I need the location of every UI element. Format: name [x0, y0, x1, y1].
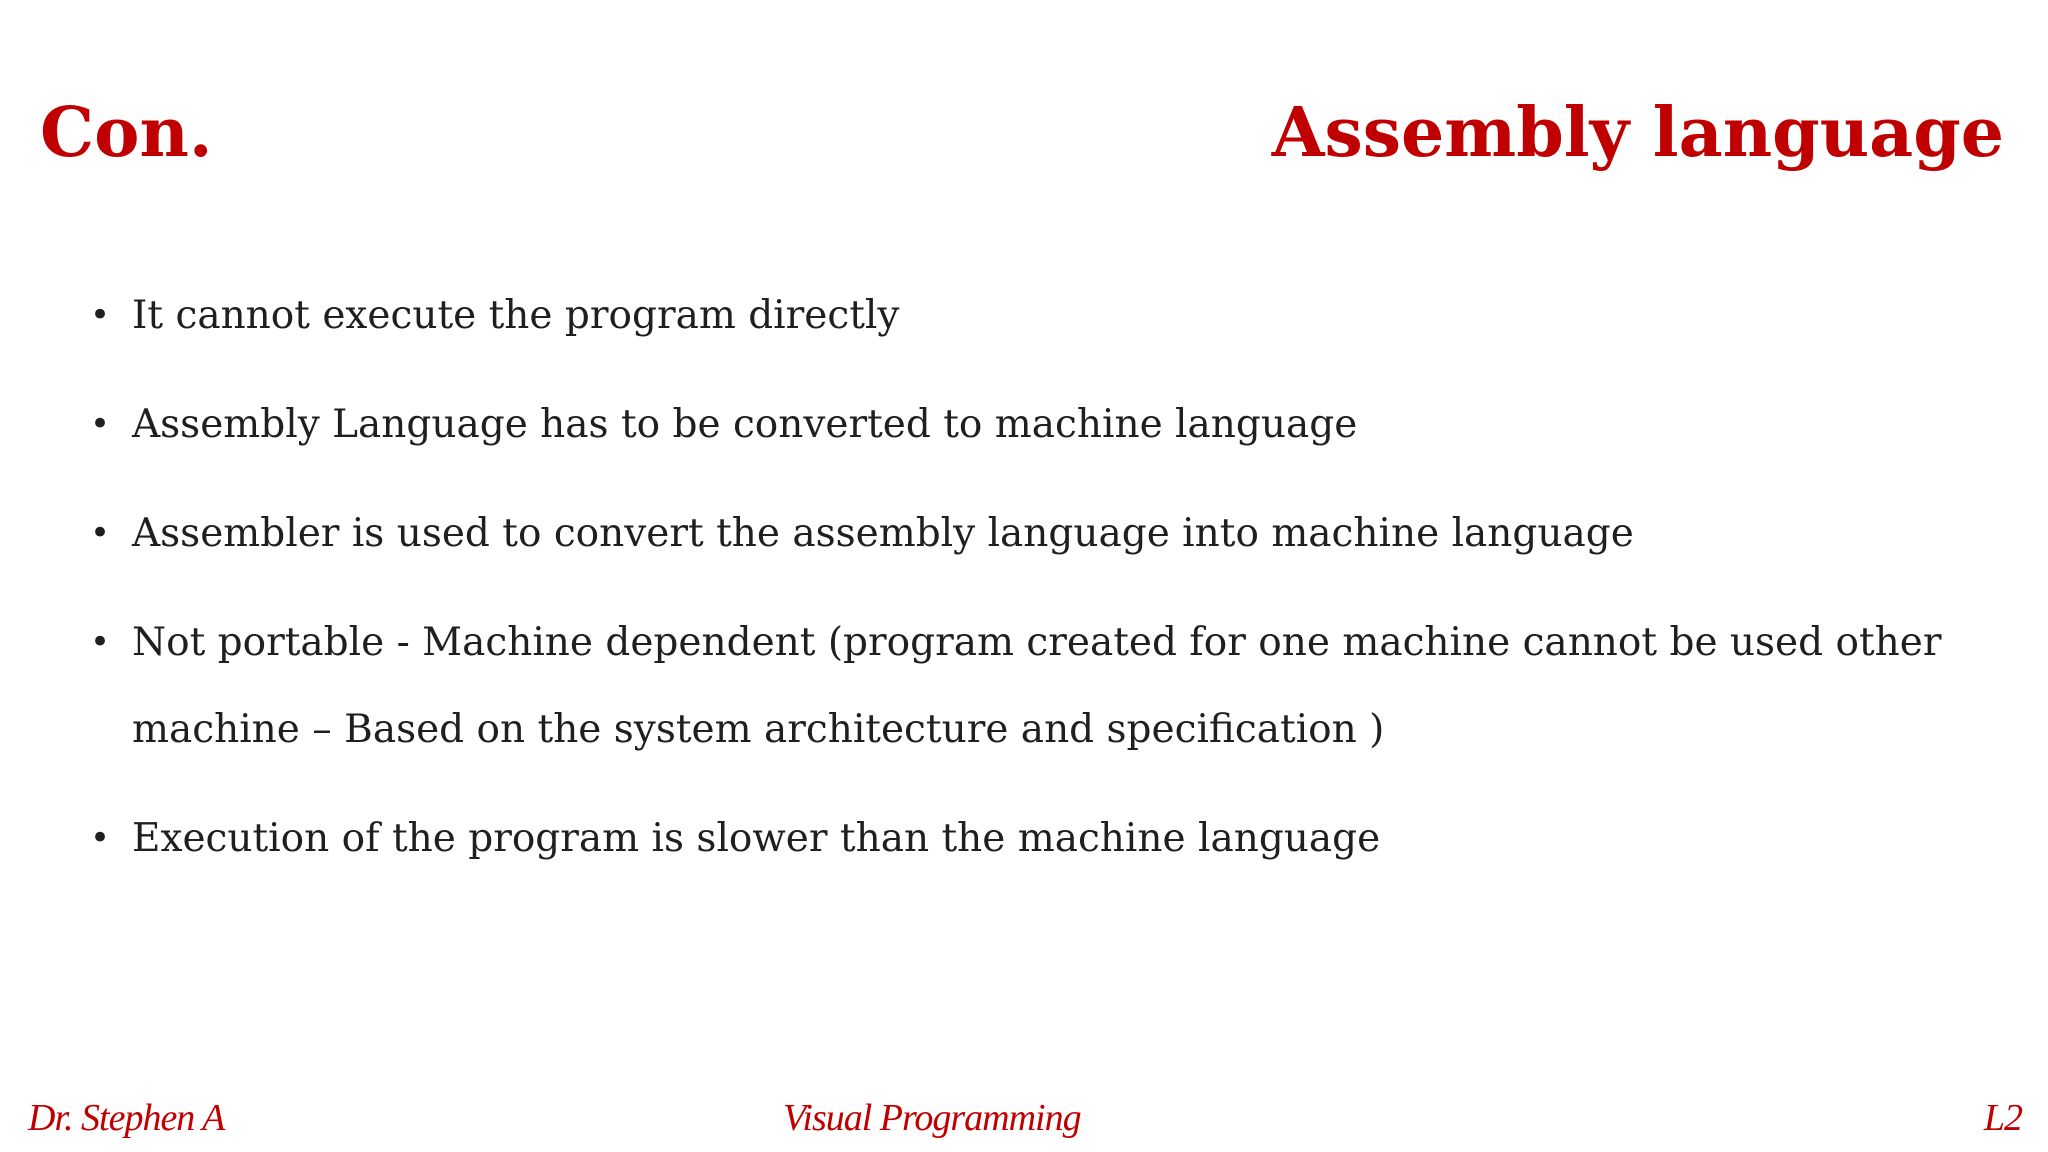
bullet-item	[90, 381, 1990, 468]
bullet-item	[90, 490, 1990, 577]
footer-author: Dr. Stephen A	[28, 1097, 225, 1139]
bullet-icon: •	[90, 622, 111, 662]
bullet-icon: •	[90, 513, 111, 553]
bullet-icon: •	[90, 818, 111, 858]
slide-title-right: Assembly language	[1271, 93, 2004, 173]
bullet-list	[90, 272, 1990, 904]
footer-lecture: L2	[1983, 1097, 2022, 1139]
bullet-item	[90, 599, 1990, 773]
footer-course: Visual Programming	[783, 1097, 1081, 1139]
bullet-text: It cannot execute the program directly	[132, 293, 900, 338]
bullet-text: Assembly Language has to be converted to machine language	[132, 402, 1358, 447]
bullet-text: Not portable - Machine dependent (program created for one machine cannot be used other machine – Based on the system architecture and specification )	[132, 620, 1942, 752]
slide-title-left: Con.	[40, 93, 213, 173]
bullet-icon: •	[90, 404, 111, 444]
bullet-item	[90, 272, 1990, 359]
bullet-item	[90, 795, 1990, 882]
bullet-text: Assembler is used to convert the assembly language into machine language	[132, 511, 1634, 556]
bullet-text: Execution of the program is slower than the machine language	[132, 816, 1381, 861]
bullet-icon: •	[90, 295, 111, 335]
